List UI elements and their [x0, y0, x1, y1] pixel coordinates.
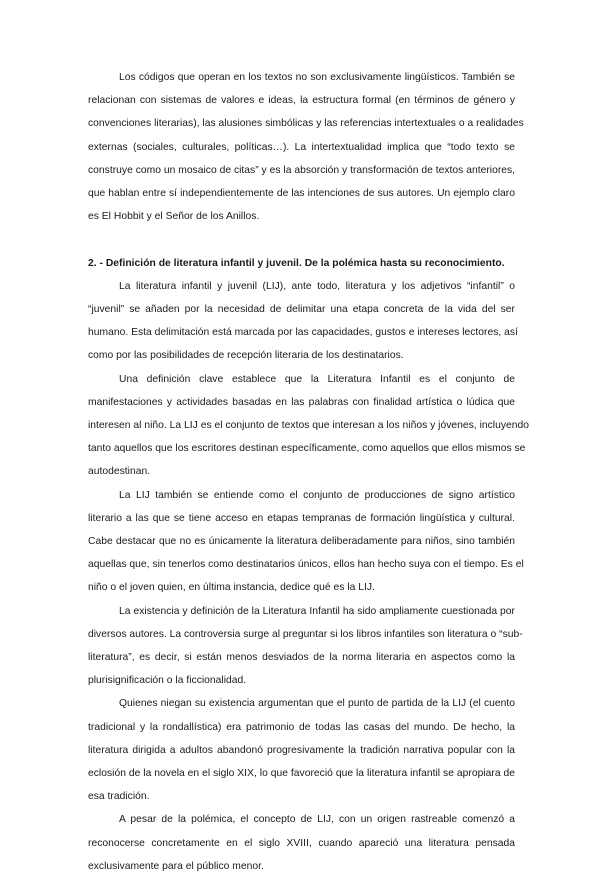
text-line: plurisignificación o la ficcionalidad.	[88, 675, 247, 687]
text-line: literario a las que se tiene acceso en etapas tempranas de formación lingüística y cultural.	[88, 512, 515, 524]
text-line: que hablan entre sí independientemente de las intenciones de sus autores. Un ejemplo claro	[88, 188, 515, 199]
text-line: humano. Esta delimitación está marcada por las capacidades, gustos e intereses lectores, así	[88, 327, 518, 339]
text-line: Cabe destacar que no es únicamente la literatura deliberadamente para niños, sino también	[88, 536, 515, 547]
text-line: diversos autores. La controversia surge al preguntar si los libros infantiles son literatura o “sub-	[88, 628, 523, 640]
text-line: reconocerse concretamente en el siglo XVIII, cuando apareció una literatura pensada	[88, 837, 515, 849]
text-line: “juvenil” se añaden por la necesidad de delimitar una etapa concreta de la vida del ser	[88, 304, 515, 315]
text-line: interesen al niño. La LIJ es el conjunto de textos que interesan a los niños y jóvenes, incluyendo	[88, 420, 530, 431]
text-line: literatura dirigida a adultos abandonó progresivamente la tradición narrativa popular con la	[88, 744, 515, 756]
text-line: convenciones literarias), las alusiones simbólicas y las referencias intertextuales o a realidades	[88, 118, 524, 130]
text-line: La existencia y definición de la Literatura Infantil ha sido ampliamente cuestionada por	[119, 605, 515, 617]
text-line: manifestaciones y actividades basadas en las palabras con finalidad artística o lúdica que	[88, 396, 515, 408]
text-line: aquellas que, sin tenerlos como destinatarios únicos, ellos han hecho suya con el tiempo. Es el	[88, 559, 524, 571]
text-line: A pesar de la polémica, el concepto de LIJ, con un origen rastreable comenzó a	[119, 814, 515, 826]
text-line: La literatura infantil y juvenil (LIJ), ante todo, literatura y los adjetivos “infantil” o	[119, 280, 515, 292]
text-line: externas (sociales, culturales, políticas…). La intertextualidad implica que “todo texto se	[88, 141, 515, 153]
text-line: esa tradición.	[88, 791, 150, 803]
section-heading: 2. - Definición de literatura infantil y juvenil. De la polémica hasta su reconocimiento.	[88, 257, 505, 269]
text-line: Una definición clave establece que la Literatura Infantil es el conjunto de	[119, 373, 515, 385]
text-line: como por las posibilidades de recepción literaria de los destinatarios.	[88, 350, 404, 362]
text-line: niño o el joven quien, en última instancia, dedice qué es la LIJ.	[88, 582, 375, 594]
text-line: es El Hobbit y el Señor de los Anillos.	[88, 211, 260, 223]
text-line: Quienes niegan su existencia argumentan que el punto de partida de la LIJ (el cuento	[119, 698, 515, 710]
text-line: tradicional y la rondallística) era patrimonio de todas las casas del mundo. De hecho, la	[88, 721, 515, 733]
text-line: tanto aquellos que los escritores destinan específicamente, como aquellos que ellos mismos se	[88, 443, 526, 455]
text-line: relacionan con sistemas de valores e ideas, la estructura formal (en términos de género y	[88, 95, 515, 107]
text-line: La LIJ también se entiende como el conjunto de producciones de signo artístico	[119, 489, 515, 501]
text-line: autodestinan.	[88, 466, 151, 478]
text-line: Los códigos que operan en los textos no son exclusivamente lingüísticos. También se	[119, 72, 515, 83]
text-line: literatura”, es decir, si están menos desviados de la norma literaria en aspectos como la	[88, 652, 515, 663]
text-line: eclosión de la novela en el siglo XIX, lo que favoreció que la literatura infantil se apropiara de	[88, 768, 515, 779]
text-line: exclusivamente para el público menor.	[88, 860, 264, 872]
text-line: construye como un mosaico de citas” y es la absorción y transformación de textos anteriores,	[88, 164, 516, 176]
